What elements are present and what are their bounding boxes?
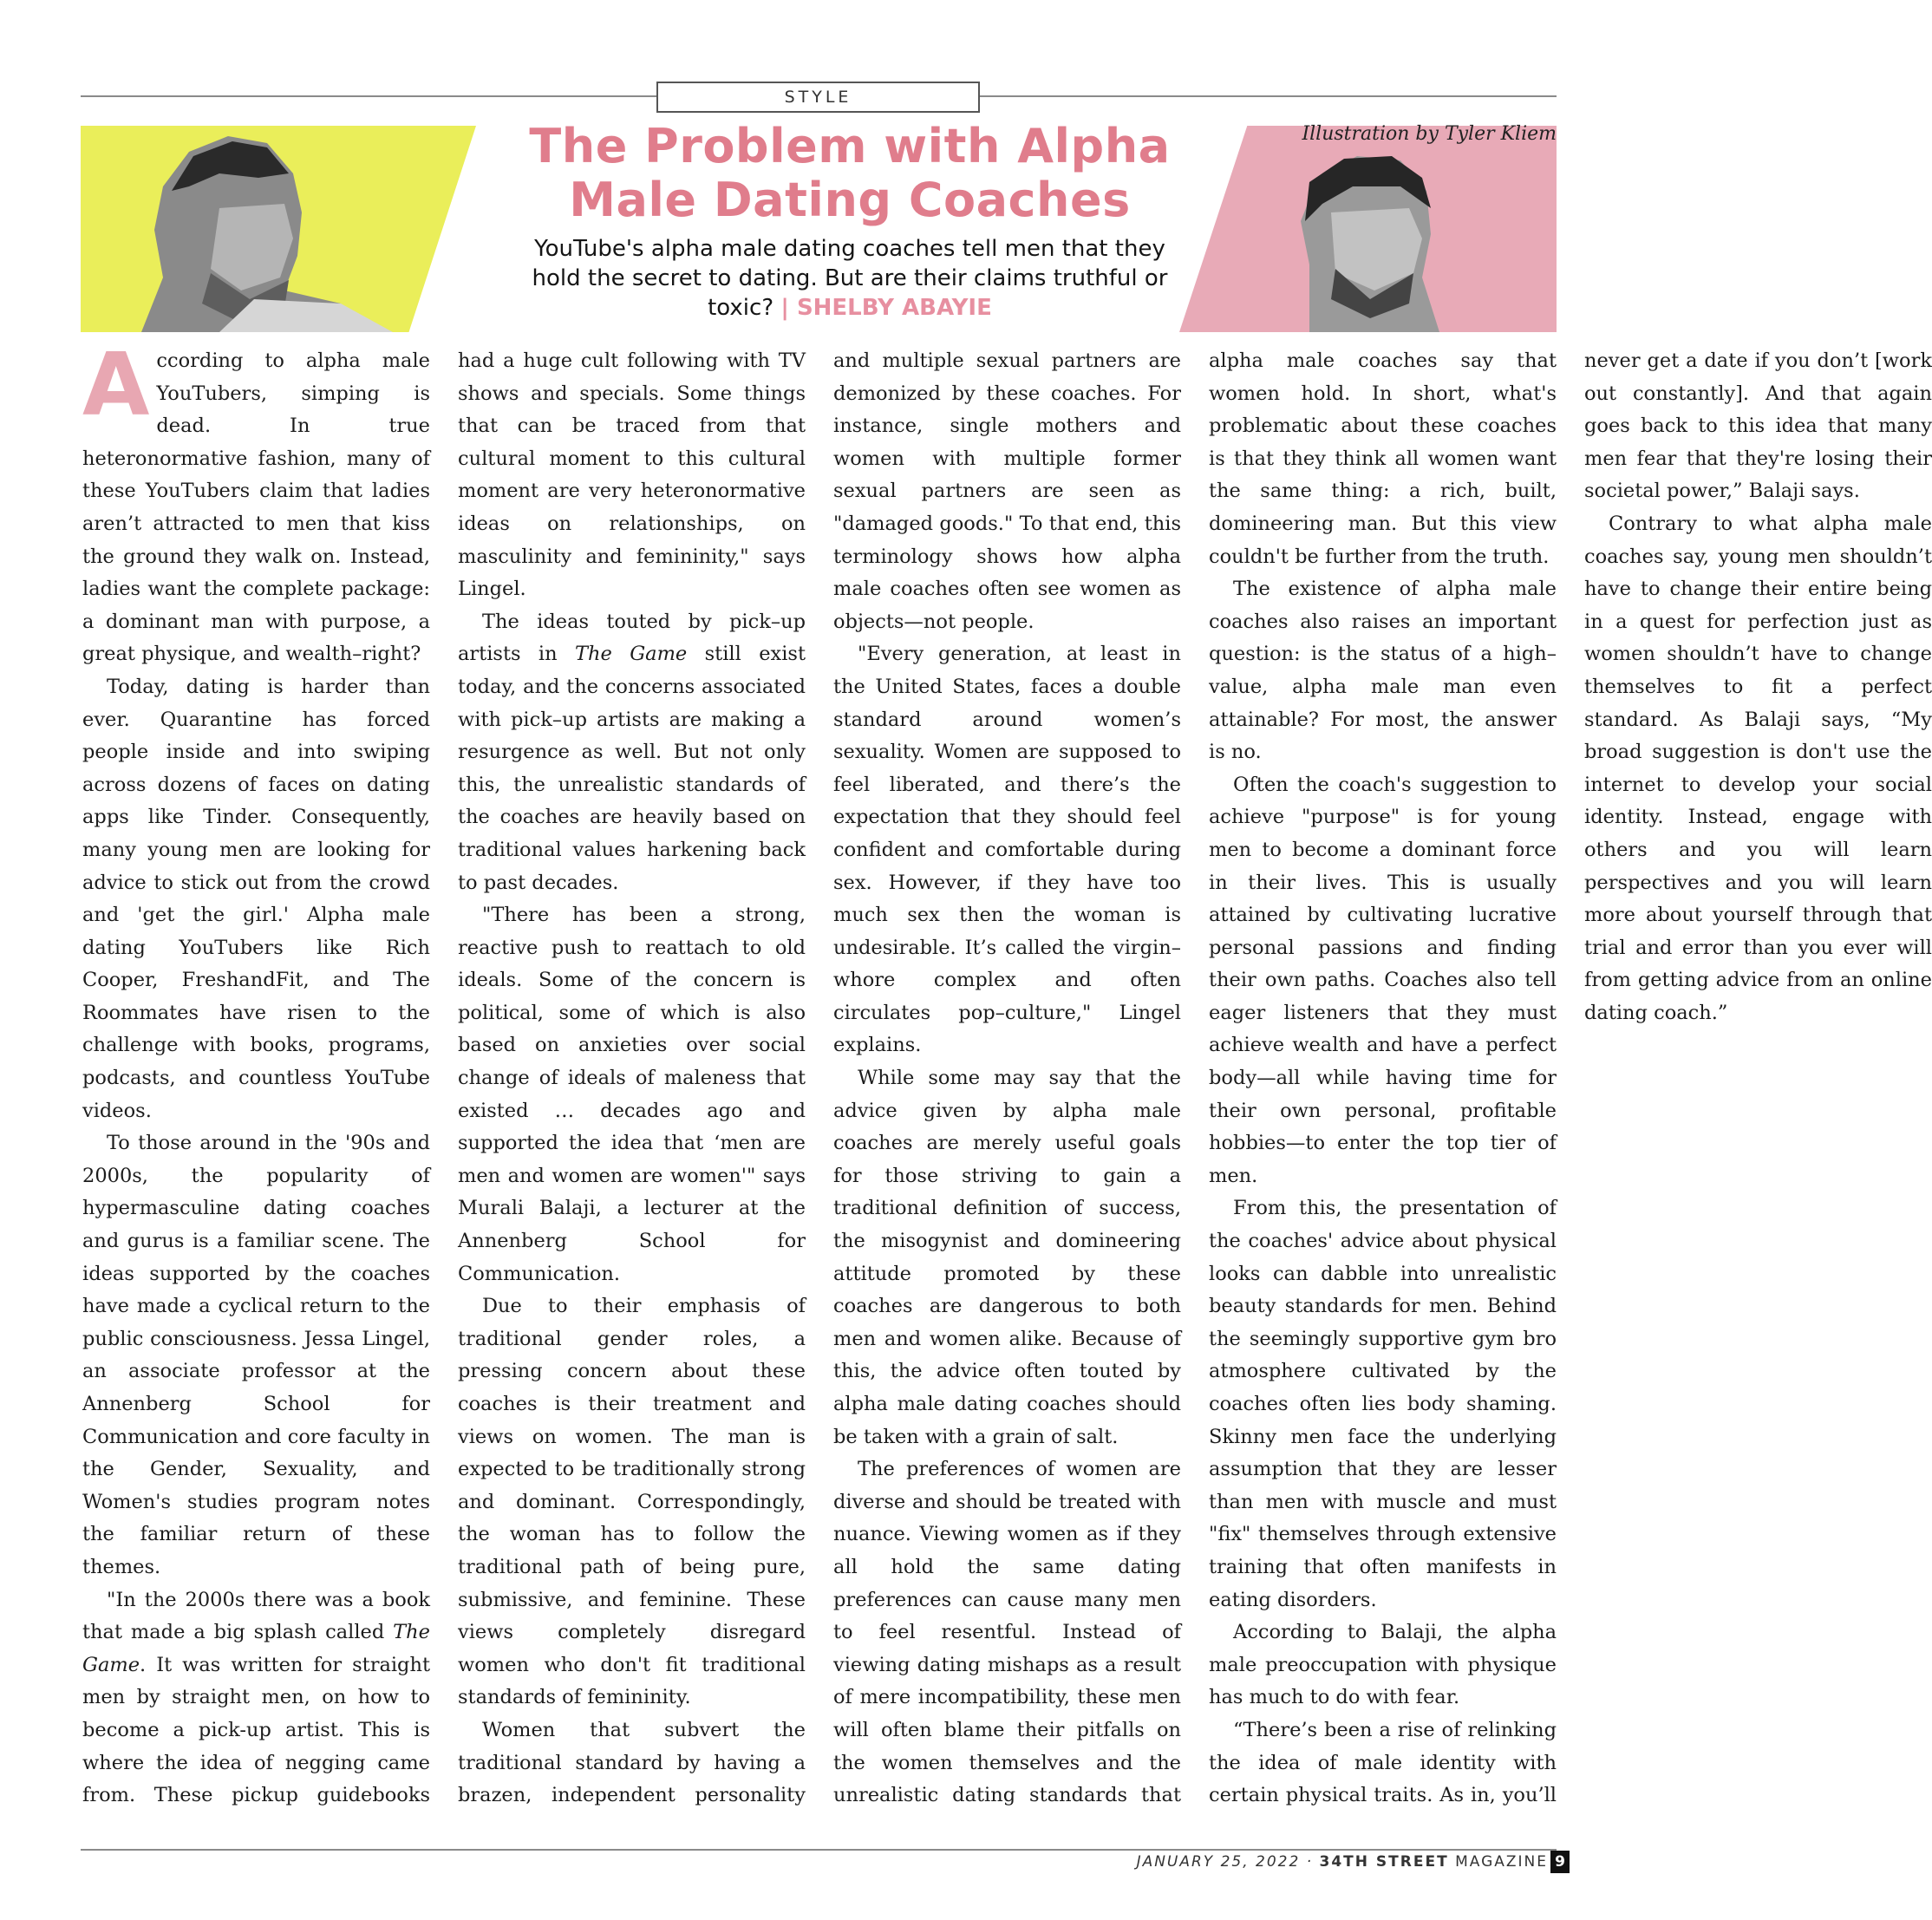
illustration-left: [81, 126, 476, 332]
paragraph: [82, 334, 430, 671]
paragraph: While some may say that the advice given by alpha male coaches are merely useful goals for those striving to gain a traditional definition of success, the misogynist and domineering attitude promoted by these coaches are dangerous to both men and women alike. Because of this, the advice often touted by alpha male dating coaches should be taken with a grain of salt.: [833, 1067, 1181, 1448]
paragraph-text: . It was written for straight men by straight men, on how to become a pick-up artist. This is where the idea of negging came from. These pickup guidebooks had a huge cult following with TV shows and specials. Some things that can be traced from that cultural moment to this cultural moment are very heteronormative ideas on relationships, on masculinity and femininity," says Lingel.: [82, 349, 806, 1807]
paragraph: Due to their emphasis of traditional gender roles, a pressing concern about these coaches is their treatment and views on women. The man is expected to be traditionally strong and dominant. Correspondingly, the woman has to follow the traditional path of being pure, submissive, and feminine. These views completely disregard women who don't fit traditional standards of femininity.: [458, 1295, 806, 1709]
paragraph: Today, dating is harder than ever. Quarantine has forced people inside and into swiping across dozens of faces on dating apps like Tinder. Consequently, many young men are looking for advice to stick out from the crowd and 'get the girl.' Alpha male dating YouTubers like Rich Cooper, FreshandFit, and The Roommates have risen to the challenge with books, programs, podcasts, and countless YouTube videos.: [82, 675, 430, 1122]
paragraph: Contrary to what alpha male coaches say, young men shouldn’t have to change their entire being in a quest for perfection just as women shouldn’t have to change themselves to fit a perfect standard. As Balaji says, “My broad suggestion is don't use the internet to develop your social identity. Instead, engage with others and you will learn perspectives and you will learn more about yourself through that trial and error than you ever will from getting advice from an online dating coach.”: [1584, 512, 1932, 1024]
paragraph: The existence of alpha male coaches also raises an important question: is the status of a high–value, alpha male man even attainable? For most, the answer is no.: [1209, 578, 1557, 764]
section-label: STYLE: [656, 82, 980, 113]
magazine-name: 34TH STREET: [1319, 1853, 1449, 1871]
paragraph: The preferences of women are diverse and should be treated with nuance. Viewing women as if they all hold the same dating preferences can cause many men to feel resentful. Instead of viewing dating mishaps as a result of mere incompatibility, these men will often blame their pitfalls on the women themselves and the unrealistic dating standards that alpha male coaches say that women hold. In short, what's problematic about these coaches is that they think all women want the same thing: a rich, built, domineering man. But this view couldn't be further from the truth.: [833, 349, 1557, 1807]
dek: [520, 234, 1179, 323]
paragraph: "There has been a strong, reactive push to reattach to old ideals. Some of the concern is political, some of which is also based on anxieties over social change of ideals of maleness that existed … decades ago and supported the idea that ‘men are men and women are women'" says Murali Balaji, a lecturer at the Annenberg School for Communication.: [458, 904, 806, 1285]
page-number: 9: [1550, 1851, 1570, 1873]
paragraph: To those around in the '90s and 2000s, the popularity of hypermasculine dating coaches and gurus is a familiar scene. The ideas supported by the coaches have made a cyclical return to the public consciousness. Jessa Lingel, an associate professor at the Annenberg School for Communication and core faculty in the Gender, Sexuality, and Women's studies program notes the familiar return of these themes.: [82, 1132, 430, 1578]
paragraph: Often the coach's suggestion to achieve "purpose" is for young men to become a dominant force in their lives. This is usually attained by cultivating lucrative personal passions and finding their own paths. Coaches also tell eager listeners that they must achieve wealth and have a perfect body—all while having time for their own personal, profitable hobbies—to enter the top tier of men.: [1209, 773, 1557, 1187]
paragraph-text: ccording to alpha male YouTubers, simping is dead. In true heteronormative fashion, many of these YouTubers claim that ladies aren’t attracted to men that kiss the ground they walk on. Instead, ladies want the complete package: a dominant man with purpose, a great physique, and wealth–right?: [82, 349, 430, 666]
paragraph: “There’s been a rise of relinking the idea of male identity with certain physical traits. As in, you’ll never get a date if you don’t [work out constantly]. And that again goes back to this idea that many men fear that they're losing their societal power,” Balaji says.: [1209, 349, 1932, 1807]
paragraph-text: "In the 2000s there was a book that made a big splash called: [82, 1588, 430, 1644]
portrait-left-icon: [81, 126, 476, 332]
paragraph: According to Balaji, the alpha male preoccupation with physique has much to do with fear.: [1209, 1621, 1557, 1709]
headline: The Problem with Alpha Male Dating Coaches: [529, 119, 1171, 227]
paragraph-text: The ideas touted by pick–up artists in: [458, 610, 806, 666]
magazine-suffix: MAGAZINE: [1448, 1853, 1548, 1871]
book-title: The Game: [82, 1621, 430, 1676]
drop-cap: A: [82, 334, 150, 435]
paragraph: From this, the presentation of the coaches' advice about physical looks can dabble into unrealistic beauty standards for men. Behind the seemingly supportive gym bro atmosphere cultivated by the coaches often lies body shaming. Skinny men face the underlying assumption that they are lesser than men with muscle and must "fix" themselves through extensive training that often manifests in eating disorders.: [1209, 1197, 1557, 1611]
paragraph: [458, 606, 806, 899]
byline: | SHELBY ABAYIE: [780, 295, 992, 321]
paragraph: Women that subvert the traditional standard by having a brazen, independent personality and multiple sexual partners are demonized by these coaches. For instance, single mothers and women with multiple former sexual partners are seen as "damaged goods." To that end, this terminology shows how alpha male coaches often see women as objects—not people.: [458, 349, 1181, 1807]
dek-text: YouTube's alpha male dating coaches tell men that they hold the secret to dating. But are their claims truthful or toxic?: [532, 236, 1168, 321]
page-footer: [1137, 1853, 1548, 1871]
paragraph-text: still exist today, and the concerns associated with pick–up artists are making a resurgence as well. But not only this, the unrealistic standards of the coaches are heavily based on traditional values harkening back to past decades.: [458, 643, 806, 894]
issue-date: JANUARY 25, 2022 ·: [1136, 1853, 1320, 1871]
bottom-rule: [81, 1849, 1557, 1851]
book-title: The Game: [575, 643, 688, 666]
article-body: [82, 334, 1932, 1841]
paragraph: "Every generation, at least in the United States, faces a double standard around women’s sexuality. Women are supposed to feel liberated, and there’s the expectation that they should feel confident and comfortable during sex. However, if they have too much sex then the woman is undesirable. It’s called the virgin–whore complex and often circulates pop–culture," Lingel explains.: [833, 643, 1181, 1057]
illustration-credit: Illustration by Tyler Kliem: [1302, 123, 1557, 145]
